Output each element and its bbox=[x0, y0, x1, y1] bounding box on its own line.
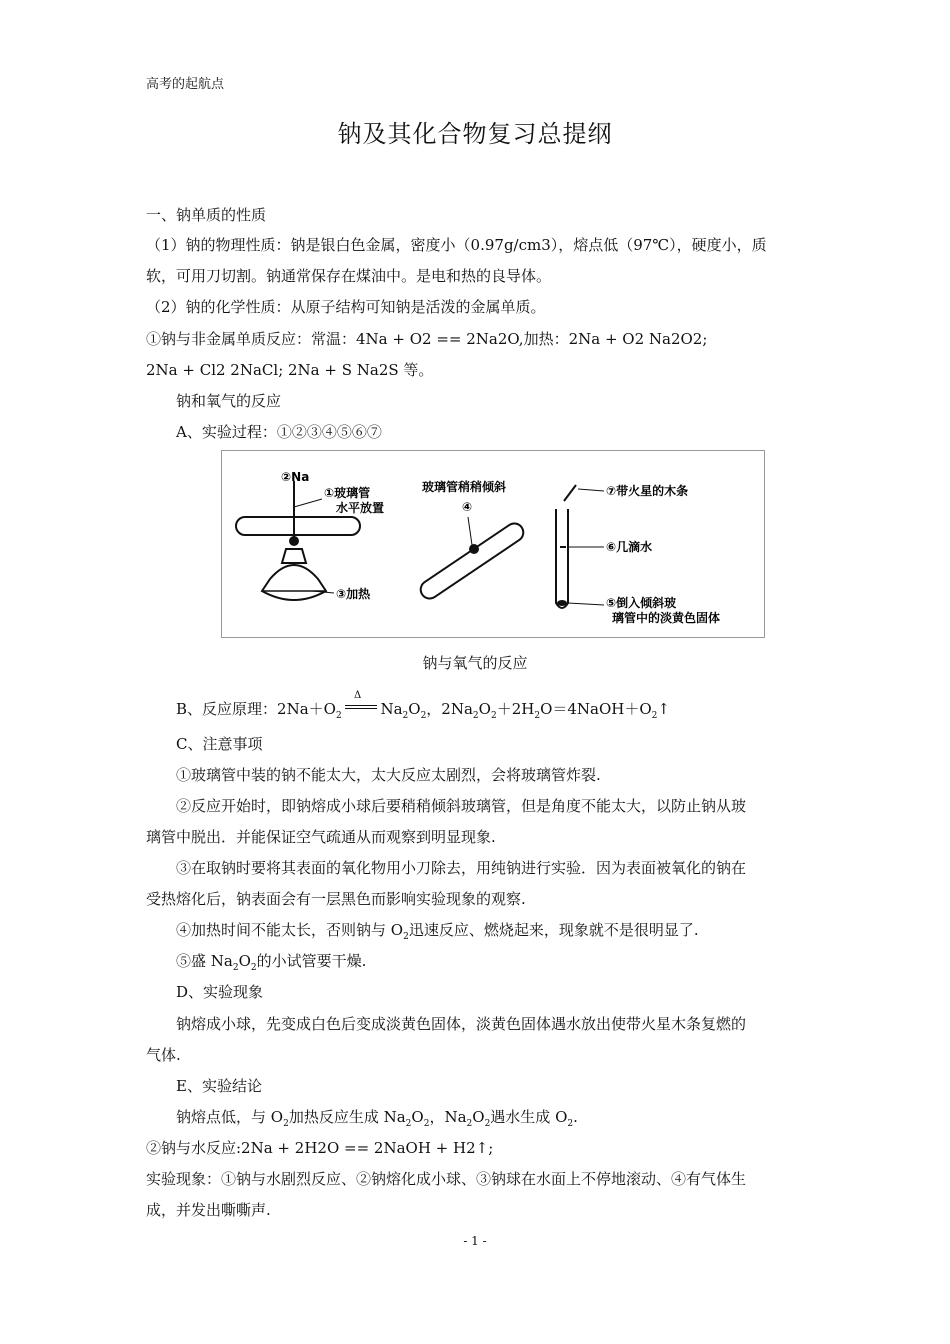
tilted-tube bbox=[417, 520, 527, 602]
paragraph-line: （1）钠的物理性质：钠是银白色金属，密度小（0.97g/cm3），熔点低（97℃），硬度小，质 bbox=[146, 236, 767, 254]
sodium-piece bbox=[289, 536, 299, 546]
sodium-in-tube bbox=[469, 544, 479, 554]
subsection-heading: D、实验现象 bbox=[176, 983, 264, 1001]
page-number: - 1 - bbox=[463, 1234, 487, 1248]
label-tube-horizontal: 水平放置 bbox=[336, 501, 385, 515]
leader-line bbox=[578, 489, 604, 491]
label-four: ④ bbox=[462, 500, 473, 514]
paragraph-line: 钠熔成小球，先变成白色后变成淡黄色固体，淡黄色固体遇水放出使带火星木条复燃的 bbox=[176, 1015, 747, 1033]
leader-line bbox=[294, 499, 322, 507]
leader-line bbox=[468, 517, 472, 545]
paragraph-line: ②反应开始时，即钠熔成小球后要稍稍倾斜玻璃管，但是角度不能太大，以防止钠从玻 bbox=[176, 797, 747, 815]
horizontal-tube bbox=[236, 517, 360, 535]
apparatus-diagram bbox=[222, 451, 764, 637]
yellow-solid bbox=[557, 600, 567, 606]
test-tube bbox=[556, 509, 568, 608]
paragraph-line: ⑤盛 $Na_2O_2$的小试管要干燥. bbox=[176, 952, 367, 973]
paragraph-line: ④加热时间不能太长，否则钠与 $O_2$迅速反应、燃烧起来，现象就不是很明显了. bbox=[176, 921, 699, 942]
paragraph-line: 璃管中脱出．并能保证空气疏通从而观察到明显现象. bbox=[146, 828, 496, 846]
wood-splint bbox=[564, 485, 576, 501]
label-water: ⑥几滴水 bbox=[606, 540, 653, 554]
label-splint: ⑦带火星的木条 bbox=[606, 484, 689, 498]
tilted-tube-group bbox=[417, 520, 527, 602]
leader-line bbox=[568, 603, 604, 605]
reaction-principle: B、反应原理：$2Na+O_2$ $Na_2O_2$，$2Na_2O_2+2H_2O=4NaOH+O_2↑$ bbox=[176, 700, 670, 721]
reaction-line: ②钠与水反应:2Na + 2H2O == 2NaOH + H2↑; bbox=[146, 1139, 494, 1157]
label-pour-solid: 璃管中的淡黄色固体 bbox=[612, 611, 721, 625]
subsection-heading: 钠和氧气的反应 bbox=[176, 392, 282, 410]
document-title: 钠及其化合物复习总提纲 bbox=[337, 120, 613, 148]
reaction-line: 2Na + Cl2 2NaCl; 2Na + S Na2S 等。 bbox=[146, 361, 434, 379]
subsection-heading: A、实验过程：①②③④⑤⑥⑦ bbox=[176, 423, 382, 441]
paragraph-line: 成，并发出嘶嘶声. bbox=[146, 1201, 271, 1219]
section-heading: 一、钠单质的性质 bbox=[146, 206, 267, 224]
experiment-figure bbox=[221, 450, 765, 638]
paragraph-line: 气体. bbox=[146, 1046, 181, 1064]
label-heat: ③加热 bbox=[336, 587, 371, 601]
paragraph-line: ①玻璃管中装的钠不能太大，太大反应太剧烈，会将玻璃管炸裂. bbox=[176, 766, 601, 784]
paragraph-line: ③在取钠时要将其表面的氧化物用小刀除去，用纯钠进行实验．因为表面被氧化的钠在 bbox=[176, 859, 747, 877]
label-pour: ⑤倒入倾斜玻 bbox=[606, 596, 677, 610]
label-na: ②Na bbox=[281, 470, 310, 484]
figure-caption: 钠与氧气的反应 bbox=[422, 654, 528, 672]
paragraph-line: 受热熔化后，钠表面会有一层黑色而影响实验现象的观察. bbox=[146, 890, 526, 908]
label-tilt: 玻璃管稍稍倾斜 bbox=[422, 480, 507, 494]
subsection-heading: E、实验结论 bbox=[176, 1077, 262, 1095]
label-tube: ①玻璃管 bbox=[324, 486, 371, 500]
reaction-line: ①钠与非金属单质反应：常温：4Na + O2 == 2Na2O,加热：2Na + O2 Na2O2; bbox=[146, 330, 708, 348]
paragraph-line: （2）钠的化学性质：从原子结构可知钠是活泼的金属单质。 bbox=[146, 298, 546, 316]
paragraph-line: 软，可用刀切割。钠通常保存在煤油中。是电和热的良导体。 bbox=[146, 267, 552, 285]
subsection-heading: C、注意事项 bbox=[176, 735, 263, 753]
page-header: 高考的起航点 bbox=[146, 77, 225, 92]
delta-symbol: Δ bbox=[354, 690, 362, 701]
paragraph-line: 钠熔点低，与 $O_2$加热反应生成 $Na_2O_2$，$Na_2O_2$遇水生成 $O_2$. bbox=[176, 1108, 578, 1129]
paragraph-line: 实验现象：①钠与水剧烈反应、②钠熔化成小球、③钠球在水面上不停地滚动、④有气体生 bbox=[146, 1170, 747, 1188]
alcohol-lamp bbox=[262, 565, 326, 600]
burner-wick bbox=[282, 549, 306, 563]
